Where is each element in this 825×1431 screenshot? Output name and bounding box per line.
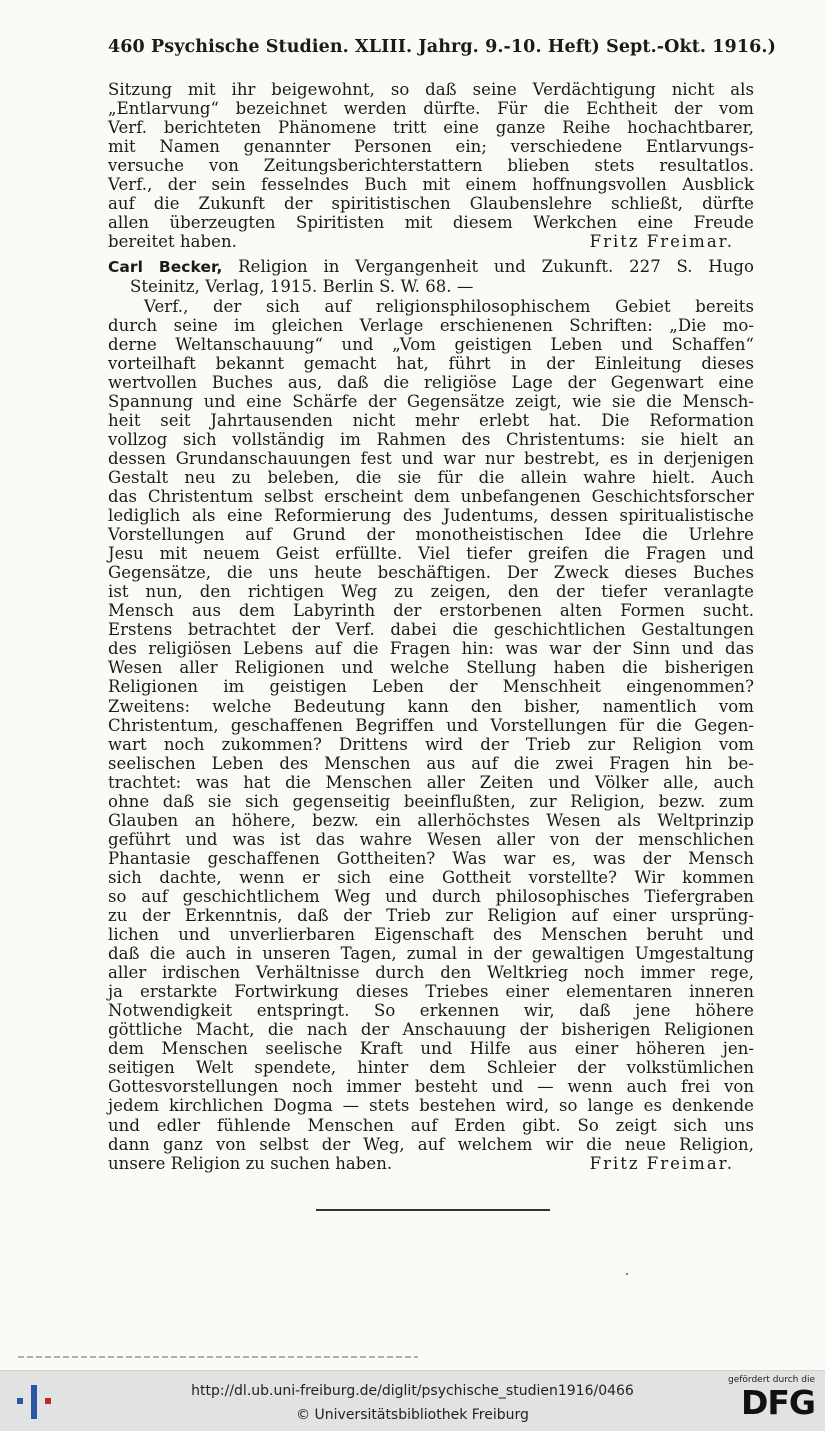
text-line: Gestalt neu zu beleben, die sie für die allein wahre hielt. Auch xyxy=(108,467,754,487)
text-line: ja erstarkte Fortwirkung dieses Triebes einer elementaren inneren xyxy=(108,982,754,1002)
text-line: Sitzung mit ihr beigewohnt, so daß seine Verdächtigung nicht als xyxy=(108,80,754,99)
text-line: so auf geschichtlichem Weg und durch philosophisches Tiefergraben xyxy=(108,886,754,906)
book-author: Carl Becker, xyxy=(108,258,223,277)
text-line: Religionen im geistigen Leben der Menschheit eingenommen? xyxy=(108,677,754,697)
text-line: ist nun, den richtigen Weg zu zeigen, den der tiefer veranlagte xyxy=(108,582,754,602)
text-line: versuche von Zeitungsberichterstattern blieben stets resultatlos. xyxy=(108,156,754,176)
page-url-link[interactable]: http://dl.ub.uni-freiburg.de/diglit/psychische_studien1916/0466 xyxy=(191,1383,634,1399)
book-title-line1: Religion in Vergangenheit und Zukunft. 227 S. Hugo xyxy=(222,257,754,277)
text-line: wart noch zukommen? Drittens wird der Trieb zur Religion vom xyxy=(108,734,754,754)
signature-line-1 xyxy=(108,232,754,251)
text-line: Zweitens: welche Bedeutung kann den bisher, namentlich vom xyxy=(108,696,754,716)
text-line: Vorstellungen auf Grund der monotheistischen Idee die Urlehre xyxy=(108,525,754,545)
signature: Fritz Freimar. xyxy=(589,1153,734,1173)
text-line: wertvollen Buches aus, daß die religiöse Lage der Gegenwart eine xyxy=(108,372,754,392)
dfg-funding-note: gefördert durch die xyxy=(728,1375,815,1385)
text-line: Wesen aller Religionen und welche Stellung haben die bisherigen xyxy=(108,658,754,678)
text-line: dem Menschen seelische Kraft und Hilfe aus einer höheren jen- xyxy=(108,1039,754,1059)
text-line: Mensch aus dem Labyrinth der erstorbenen alten Formen sucht. xyxy=(108,601,754,621)
text-line: und edler fühlende Menschen auf Erden gibt. So zeigt sich uns xyxy=(108,1115,754,1135)
text-line: mit Namen genannter Personen ein; verschiedene Entlarvungs- xyxy=(108,137,754,157)
text-line: aller irdischen Verhältnisse durch den Weltkrieg noch immer rege, xyxy=(108,963,754,983)
signature-line-2 xyxy=(108,1154,754,1173)
text-line: jedem kirchlichen Dogma — stets bestehen wird, so lange es denkende xyxy=(108,1096,754,1116)
text-line: Jesu mit neuem Geist erfüllte. Viel tiefer greifen die Fragen und xyxy=(108,544,754,564)
text-line: vollzog sich vollständig im Rahmen des Christentums: sie hielt an xyxy=(108,429,754,449)
text-line: geführt und was ist das wahre Wesen aller von der menschlichen xyxy=(108,829,754,849)
closing-line: bereitet haben. xyxy=(108,232,237,252)
book-title-line2: Steinitz, Verlag, 1915. Berlin S. W. 68. — xyxy=(130,277,474,297)
paragraph-review xyxy=(108,297,754,1154)
book-entry-heading xyxy=(108,257,754,296)
scan-speck xyxy=(626,1273,628,1275)
text-line: Glauben an höhere, bezw. ein allerhöchstes Wesen als Weltprinzip xyxy=(108,810,754,830)
text-line: „Entlarvung“ bezeichnet werden dürfte. Für die Echtheit der vom xyxy=(108,99,754,119)
text-line: zu der Erkenntnis, daß der Trieb zur Religion auf einer ursprüng- xyxy=(108,906,754,926)
scan-artifact xyxy=(18,1356,418,1358)
text-line: göttliche Macht, die nach der Anschauung der bisherigen Religionen xyxy=(108,1020,754,1040)
text-line: Erstens betrachtet der Verf. dabei die geschichtlichen Gestaltungen xyxy=(108,620,754,640)
text-line: vorteilhaft bekannt gemacht hat, führt in der Einleitung dieses xyxy=(108,353,754,373)
text-line: lediglich als eine Reformierung des Judentums, dessen spiritualistische xyxy=(108,506,754,526)
text-line: Notwendigkeit entspringt. So erkennen wir, daß jene höhere xyxy=(108,1001,754,1021)
viewer-footer xyxy=(0,1370,825,1431)
text-line: ohne daß sie sich gegenseitig beeinflußten, zur Religion, bezw. zum xyxy=(108,791,754,811)
text-line: Verf., der sich auf religionsphilosophischem Gebiet bereits xyxy=(144,296,754,316)
dfg-logo xyxy=(725,1375,815,1427)
text-line: seitigen Welt spendete, hinter dem Schleier der volkstümlichen xyxy=(108,1058,754,1078)
closing-line: unsere Religion zu suchen haben. xyxy=(108,1153,393,1173)
text-line: heit seit Jahrtausenden nicht mehr erlebt hat. Die Reformation xyxy=(108,410,754,430)
dfg-logo-text: DFG xyxy=(740,1383,815,1422)
paragraph-review-end xyxy=(108,80,754,232)
text-line: Spannung und eine Schärfe der Gegensätze zeigt, wie sie die Mensch- xyxy=(108,391,754,411)
text-line: Gottesvorstellungen noch immer besteht und — wenn auch frei von xyxy=(108,1077,754,1097)
text-line: dessen Grundanschauungen fest und war nur bestrebt, es in derjenigen xyxy=(108,448,754,468)
text-line: daß die auch in unseren Tagen, zumal in der gewaltigen Umgestaltung xyxy=(108,944,754,964)
text-line: dann ganz von selbst der Weg, auf welchem wir die neue Religion, xyxy=(108,1134,754,1154)
text-line: das Christentum selbst erscheint dem unbefangenen Geschichtsforscher xyxy=(108,486,754,506)
section-divider xyxy=(316,1209,550,1211)
text-line: Gegensätze, die uns heute beschäftigen. Der Zweck dieses Buches xyxy=(108,563,754,583)
copyright-notice: © Universitätsbibliothek Freiburg xyxy=(296,1407,529,1423)
text-line: auf die Zukunft der spiritistischen Glaubenslehre schließt, dürfte xyxy=(108,194,754,214)
text-line: seelischen Leben des Menschen aus auf die zwei Fragen hin be- xyxy=(108,753,754,773)
text-line: Verf. berichteten Phänomene tritt eine ganze Reihe hochachtbarer, xyxy=(108,118,754,138)
text-line: durch seine im gleichen Verlage erschienenen Schriften: „Die mo- xyxy=(108,315,754,335)
text-line: Phantasie geschaffenen Gottheiten? Was war es, was der Mensch xyxy=(108,848,754,868)
text-line: lichen und unverlierbaren Eigenschaft des Menschen beruht und xyxy=(108,925,754,945)
text-line: Christentum, geschaffenen Begriffen und Vorstellungen für die Gegen- xyxy=(108,715,754,735)
text-line: Verf., der sein fesselndes Buch mit einem hoffnungsvollen Ausblick xyxy=(108,175,754,195)
signature: Fritz Freimar. xyxy=(589,232,734,252)
text-line: allen überzeugten Spiritisten mit diesem Werkchen eine Freude xyxy=(108,213,754,233)
text-line: des religiösen Lebens auf die Fragen hin: was war der Sinn und das xyxy=(108,639,754,659)
text-line: derne Weltanschauung“ und „Vom geistigen Leben und Schaffen“ xyxy=(108,334,754,354)
running-header: 460 Psychische Studien. XLIII. Jahrg. 9.-10. Heft) Sept.-Okt. 1916.) xyxy=(108,37,776,57)
text-line: sich dachte, wenn er sich eine Gottheit vorstellte? Wir kommen xyxy=(108,867,754,887)
text-line: trachtet: was hat die Menschen aller Zeiten und Völker alle, auch xyxy=(108,772,754,792)
body-text xyxy=(108,80,754,1173)
